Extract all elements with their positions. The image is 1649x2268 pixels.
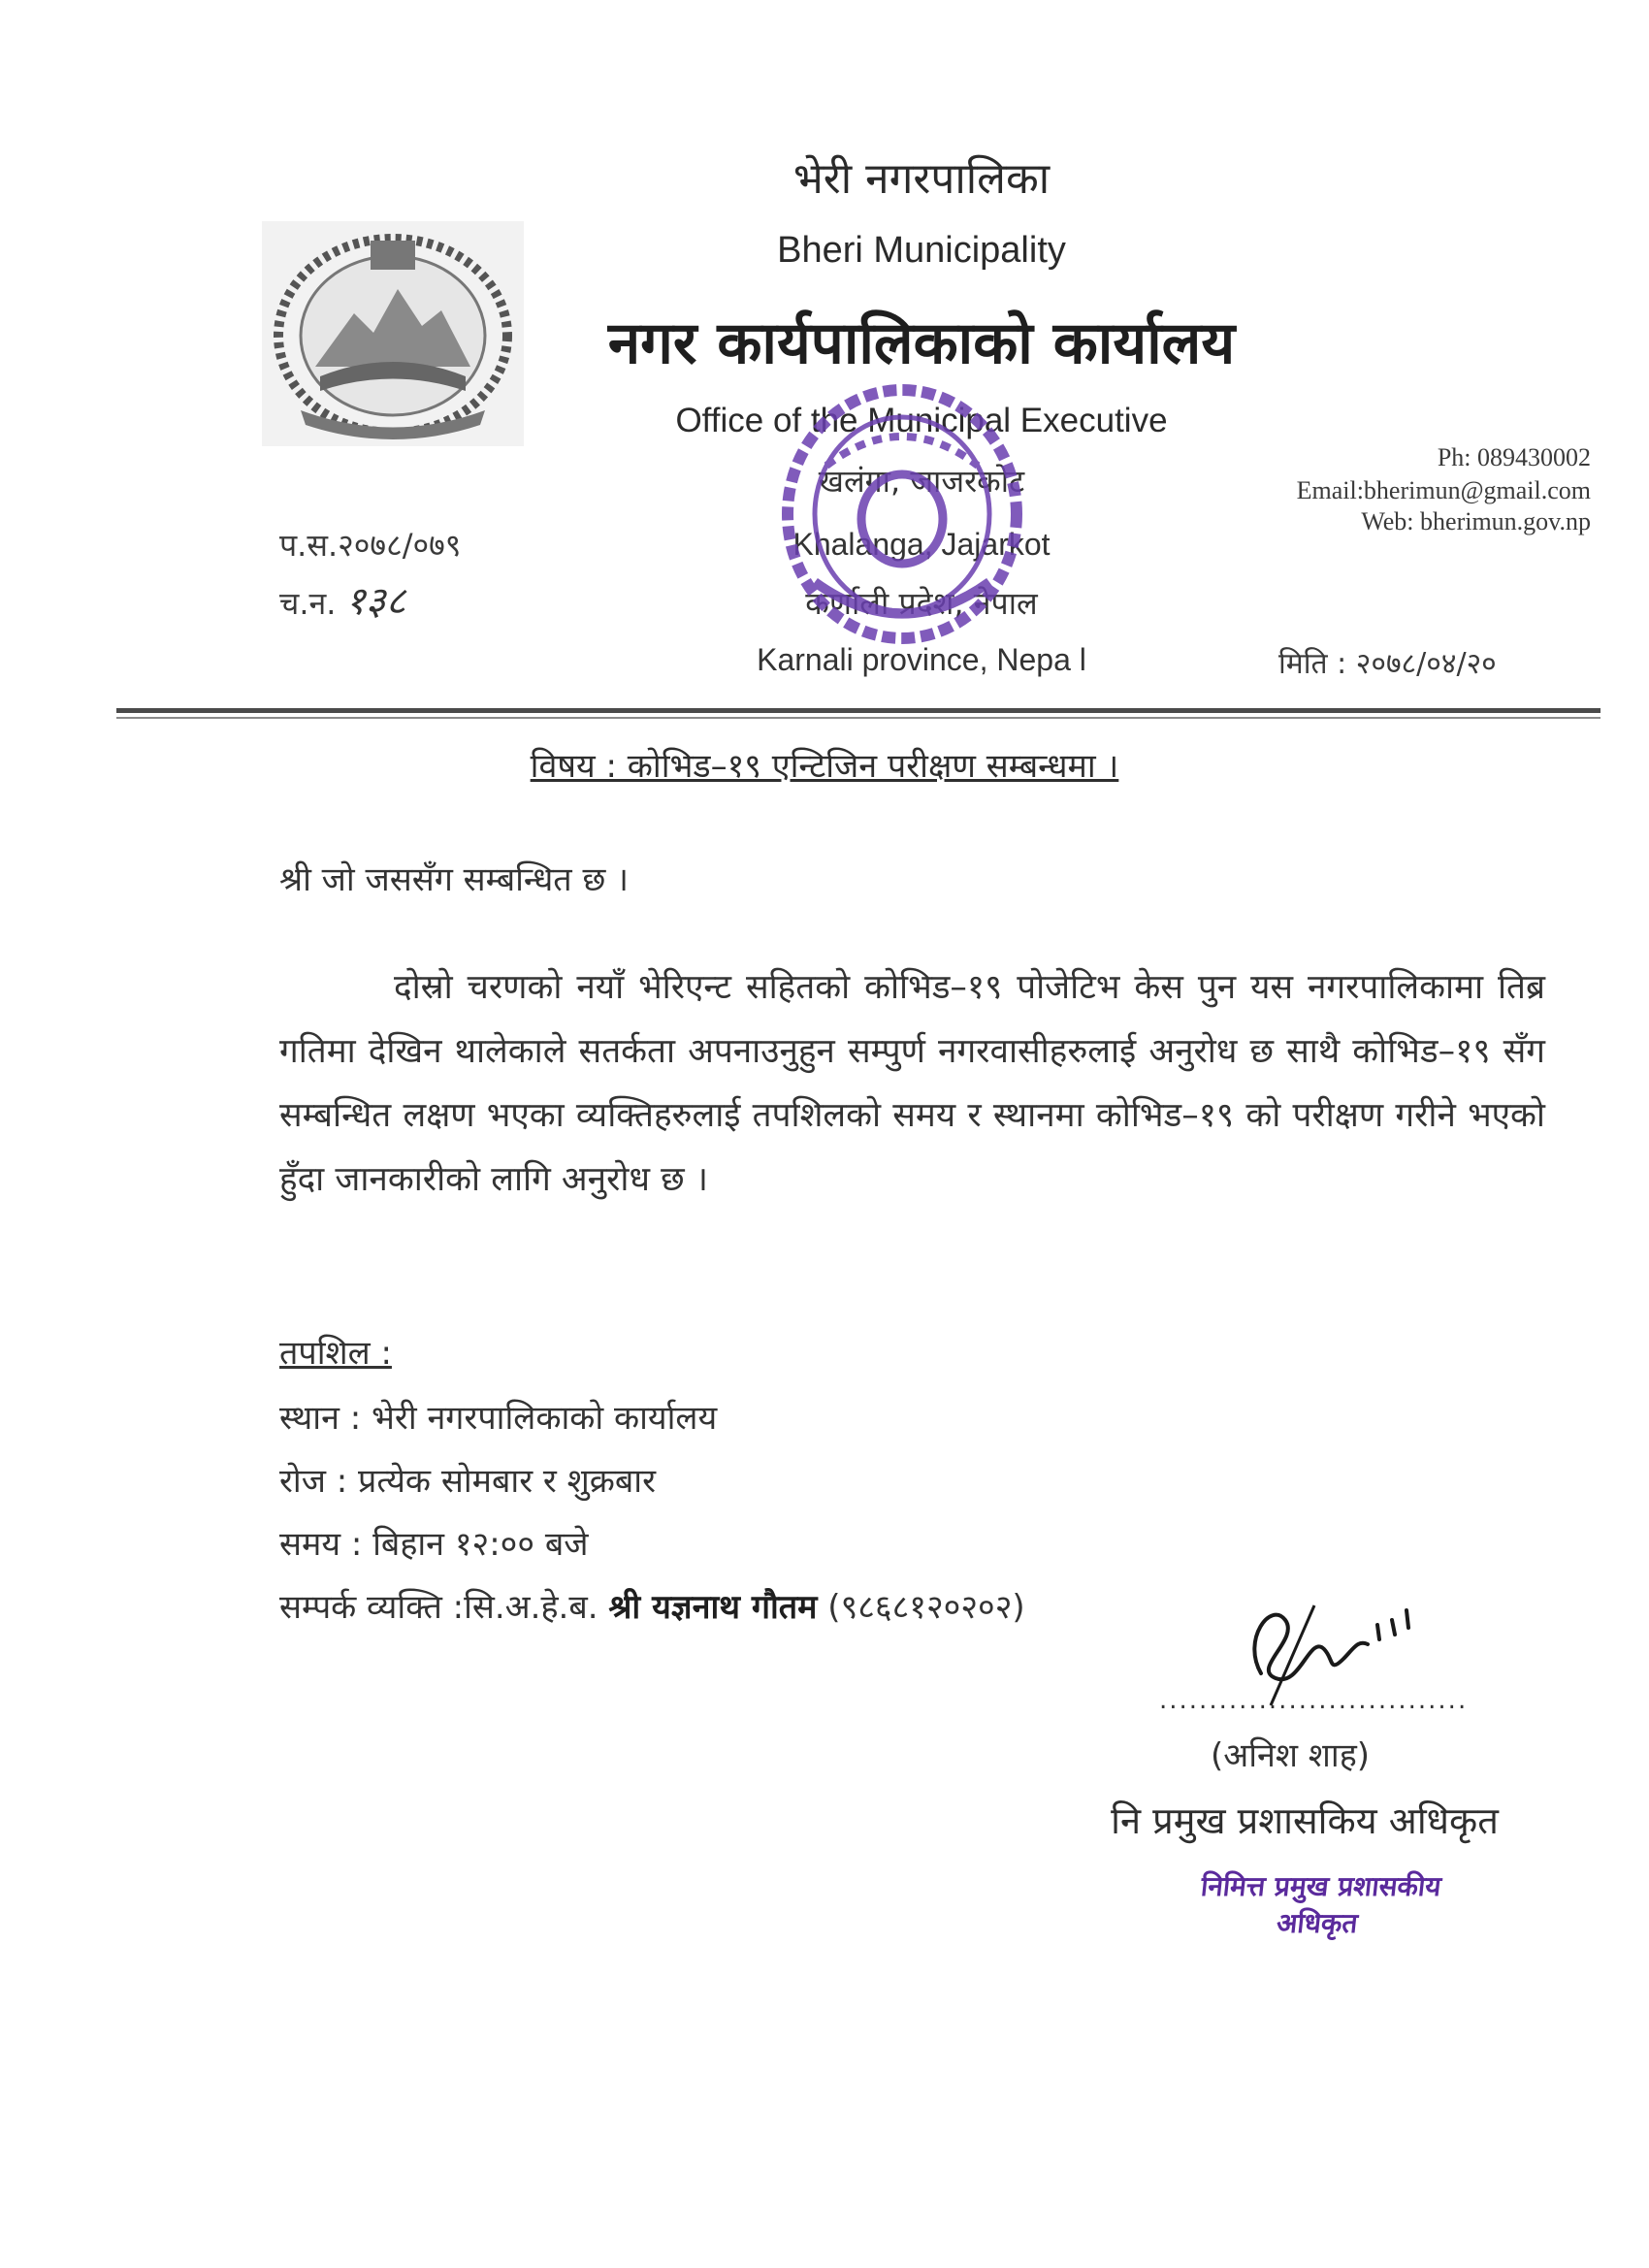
letter-body-paragraph: दोस्रो चरणको नयाँ भेरिएन्ट सहितको कोभिड–१९ पोजेटिभ केस पुन यस नगरपालिकामा तिब्र गतिमा देखिन थालेकाले सतर्कता अपनाउनुहुन सम्पुर्ण नगरवासीहरुलाई अनुरोध छ साथै कोभिड–१९ सँग सम्बन्धित लक्षण भएका व्यक्तिहरुलाई तपशिलको समय र स्थानमा कोभिड–१९ को परीक्षण गरीने भएको हुँदा जानकारीको लागि अनुरोध छ । [279, 968, 1545, 1199]
contact-email: Email:bherimun@gmail.com [1296, 476, 1591, 504]
office-seal-stamp [757, 373, 1048, 655]
header-divider [116, 708, 1600, 713]
contact-website: Web: bherimun.gov.np [1361, 507, 1591, 535]
office-title-english: Office of the Municipal Executive [675, 402, 1168, 439]
designation-stamp: निमित्त प्रमुख प्रशासकीय अधिकृत [1199, 1870, 1443, 1939]
contact-person-phone: (९८६८१२०२०२) [817, 1588, 1025, 1627]
province-line-nepali: कर्णाली प्रदेश, नेपाल [805, 585, 1038, 622]
letter-reference-number: प.स.२०७८/०७९ [279, 527, 462, 564]
details-heading: तपशिल : [279, 1334, 392, 1373]
letter-date: मिति : २०७८/०४/२० [1278, 647, 1497, 681]
municipality-name-english: Bheri Municipality [777, 230, 1066, 271]
contact-phone: Ph: 089430002 [1437, 443, 1591, 471]
header-divider-thin [116, 717, 1600, 719]
nepal-emblem-icon [262, 221, 524, 446]
detail-place: स्थान : भेरी नगरपालिकाको कार्यालय [279, 1399, 718, 1438]
contact-prefix: सम्पर्क व्यक्ति :सि.अ.हे.ब. [279, 1588, 609, 1627]
address-line-english: Khalanga, Jajarkot [792, 527, 1051, 562]
detail-day: रोज : प्रत्येक सोमबार र शुक्रबार [279, 1462, 656, 1501]
province-line-english: Karnali province, Nepa l [757, 642, 1086, 677]
dispatch-number-value: १३८ [345, 579, 406, 624]
letter-salutation: श्री जो जससँग सम्बन्धित छ । [279, 860, 629, 899]
signature-line: ............................... [1159, 1686, 1469, 1715]
signatory-name: (अनिश शाह) [1210, 1736, 1371, 1775]
detail-contact-person [279, 1583, 1025, 1628]
address-line-nepali: खलंगा, जाजरकोट [818, 463, 1025, 500]
detail-time: समय : बिहान १२:०० बजे [279, 1525, 589, 1564]
letter-subject: विषय : कोभिड–१९ एन्टिजिन परीक्षण सम्बन्धमा । [530, 747, 1119, 786]
municipality-name-nepali: भेरी नगरपालिका [792, 154, 1051, 204]
office-title-nepali: नगर कार्यपालिकाको कार्यालय [607, 309, 1236, 377]
dispatch-number-label: च.न. [279, 585, 337, 622]
contact-person-name: श्री यज्ञनाथ गौतम [608, 1588, 818, 1627]
signatory-title: नि प्रमुख प्रशासकिय अधिकृत [1111, 1799, 1499, 1842]
